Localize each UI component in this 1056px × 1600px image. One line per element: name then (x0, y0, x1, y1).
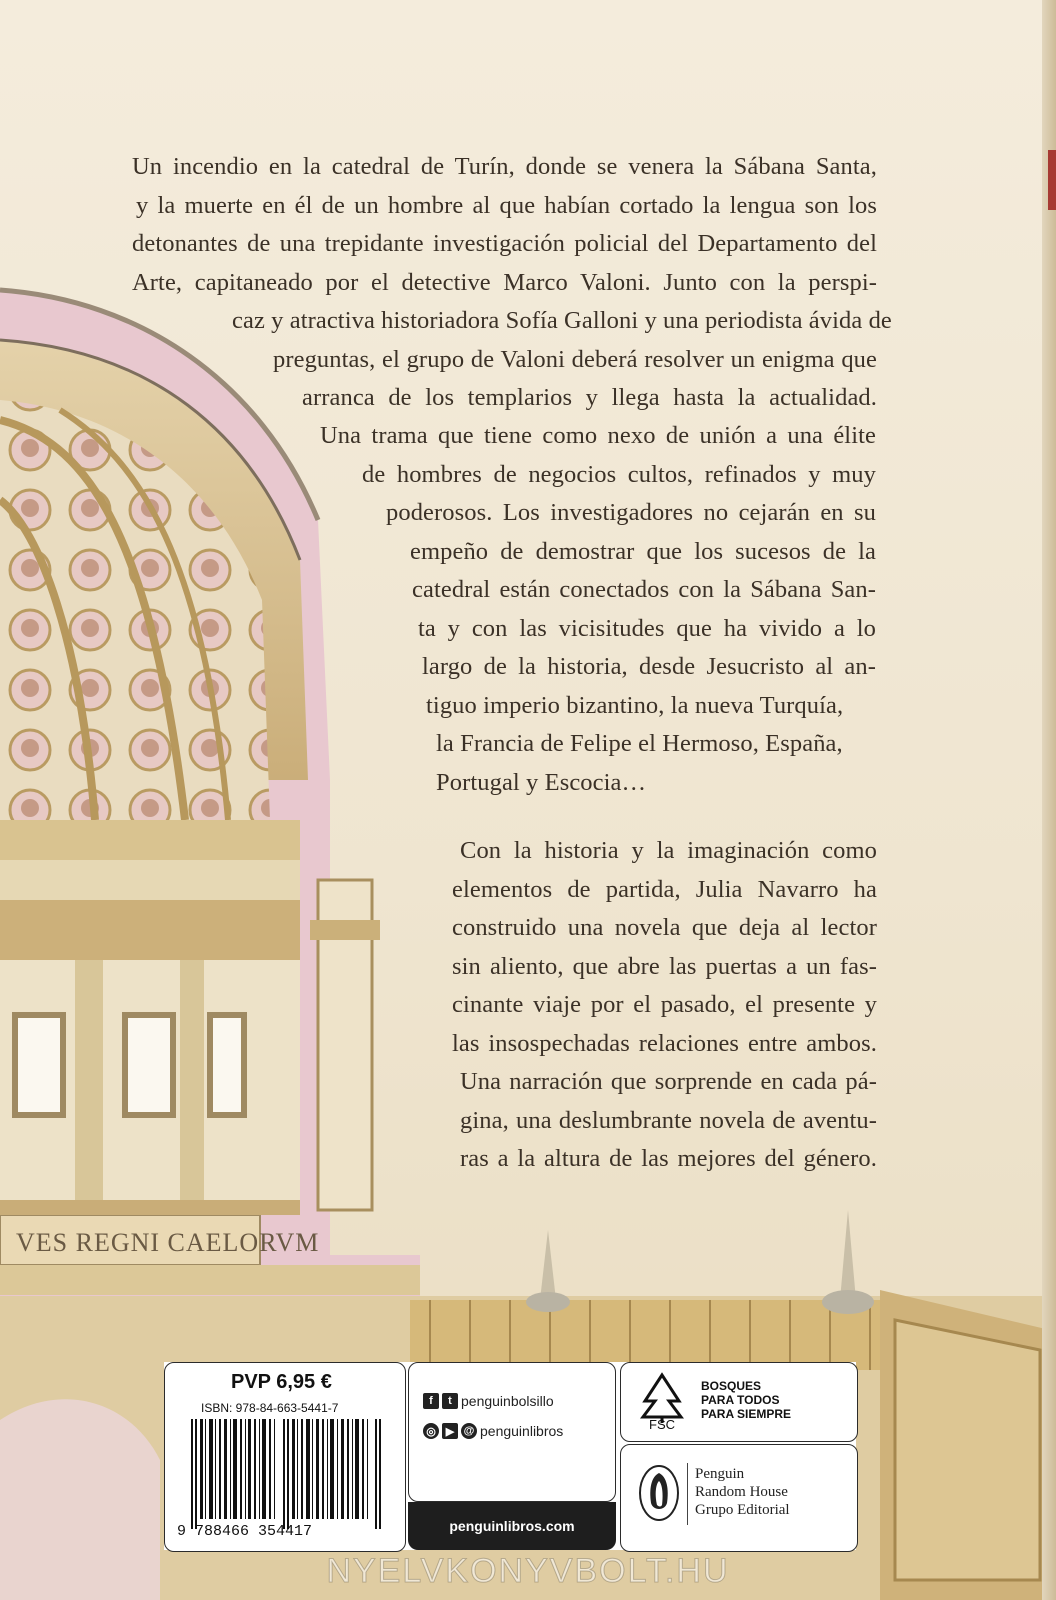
fsc-slogan-line: PARA SIEMPRE (701, 1407, 792, 1421)
barcode-box (164, 1362, 406, 1552)
fsc-slogan-line: BOSQUES (701, 1379, 762, 1393)
blurb-line: tiguo imperio bizantino, la nueva Turquía, (426, 691, 844, 719)
social-handle-bolsillo: penguinbolsillo (461, 1393, 554, 1409)
barcode (191, 1419, 381, 1529)
isbn-label: ISBN: 978-84-663-5441-7 (201, 1401, 339, 1415)
blurb-line: Una narración que sorprende en cada pá- (460, 1068, 877, 1095)
blurb-line: y la muerte en él de un hombre al que habían cortado la lengua son los (136, 191, 877, 219)
blurb-line: de hombres de negocios cultos, refinados y muy (362, 460, 876, 488)
youtube-icon: ▶ (442, 1423, 458, 1439)
illustration-inscription: VES REGNI CAELORVM (16, 1228, 320, 1257)
fsc-box (620, 1362, 858, 1442)
price-label: PVP 6,95 € (231, 1371, 332, 1393)
publisher-line: Grupo Editorial (695, 1502, 790, 1518)
blurb-line: Portugal y Escocia… (436, 768, 647, 796)
info-panel (164, 1362, 856, 1550)
blurb-line: gina, una deslumbrante novela de aventu- (460, 1106, 877, 1134)
blurb-line: poderosos. Los investigadores no cejarán en su (386, 499, 876, 526)
blurb-paragraph-3 (452, 832, 877, 1179)
blurb-line: Una trama que tiene como nexo de unión a una élite (320, 422, 876, 449)
blurb-line: Arte, capitaneado por el detective Marco Valoni. Junto con la perspi- (132, 268, 877, 296)
threads-icon: @ (461, 1423, 477, 1439)
blurb-line: elementos de partida, Julia Navarro ha (452, 875, 877, 903)
social-row-libros[interactable] (423, 1423, 563, 1439)
blurb-line: cinante viaje por el pasado, el presente y (452, 991, 877, 1018)
blurb-line: Con la historia y la imaginación como (460, 837, 877, 864)
red-edge-mark (1048, 150, 1056, 210)
fsc-label: FSC (649, 1417, 675, 1432)
barcode-digits: 9 788466 354417 (177, 1523, 313, 1540)
fsc-slogan (701, 1379, 791, 1421)
blurb-line: arranca de los templarios y llega hasta la actualidad. (302, 384, 877, 411)
instagram-icon: ◎ (423, 1423, 439, 1439)
blurb-line: ta y con las vicisitudes que ha vivido a lo (418, 614, 876, 642)
publisher-line: Random House (695, 1484, 788, 1500)
spine-edge (1042, 0, 1056, 1600)
facebook-icon: f (423, 1393, 439, 1409)
watermark: NYELVKONYVBOLT.HU (326, 1552, 730, 1590)
blurb-line: construido una novela que deja al lector (452, 914, 877, 941)
publisher-name (695, 1465, 790, 1519)
blurb-paragraph-1 (132, 148, 892, 418)
blurb-paragraph-2 (316, 417, 876, 802)
blurb-line: sin aliento, que abre las puertas a un fas- (452, 952, 877, 980)
penguin-logo-icon (637, 1463, 681, 1523)
website-link[interactable]: penguinlibros.com (408, 1502, 616, 1550)
publisher-line: Penguin (695, 1466, 745, 1482)
twitter-icon: t (442, 1393, 458, 1409)
blurb-line: empeño de demostrar que los sucesos de la (410, 537, 876, 565)
publisher-divider (687, 1463, 688, 1525)
blurb-line: caz y atractiva historiadora Sofía Galloni y una periodista ávida de (232, 307, 892, 334)
blurb-line: preguntas, el grupo de Valoni deberá resolver un enigma que (273, 345, 877, 373)
blurb-line: Un incendio en la catedral de Turín, donde se venera la Sábana Santa, (132, 153, 877, 180)
fsc-slogan-line: PARA TODOS (701, 1393, 780, 1407)
social-box (408, 1362, 616, 1502)
blurb-line: catedral están conectados con la Sábana San- (412, 576, 876, 603)
blurb-line: las insospechadas relaciones entre ambos. (452, 1029, 877, 1057)
blurb-line: ras a la altura de las mejores del género. (460, 1145, 877, 1172)
blurb-line: largo de la historia, desde Jesucristo al an- (422, 653, 876, 680)
social-row-bolsillo[interactable] (423, 1393, 554, 1409)
publisher-box (620, 1444, 858, 1552)
blurb-line: la Francia de Felipe el Hermoso, España, (436, 730, 843, 757)
social-handle-libros: penguinlibros (480, 1423, 564, 1439)
blurb-line: detonantes de una trepidante investigación policial del Departamento del (132, 230, 877, 257)
